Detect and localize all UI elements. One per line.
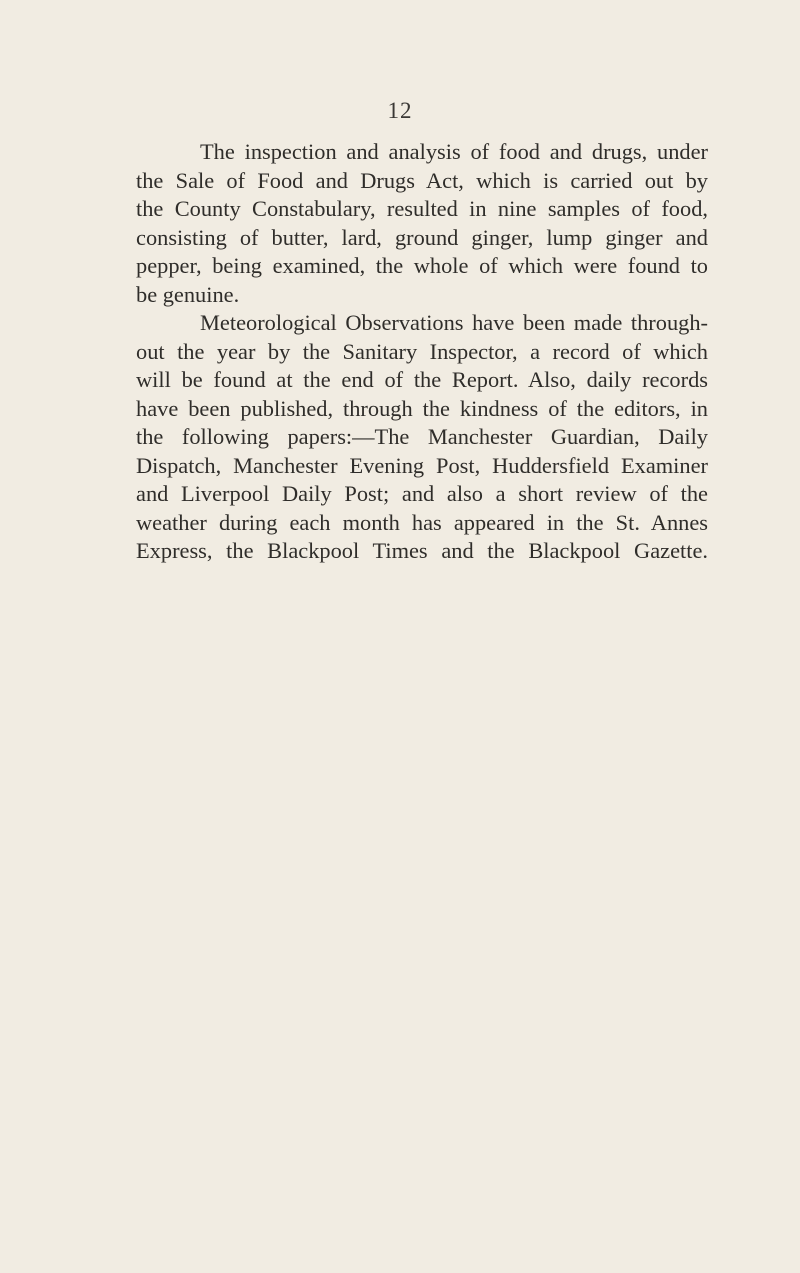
body-text: [136, 138, 708, 566]
text-line: out the year by the Sanitary Inspector, a record of which: [136, 338, 708, 364]
text-line: pepper, being examined, the whole of which were found to: [136, 253, 708, 278]
text-line: consisting of butter, lard, ground ginger, lump ginger and: [136, 224, 708, 250]
text-line: will be found at the end of the Report. Also, daily records: [136, 367, 708, 392]
text-line: Express, the Blackpool Times and the Blackpool Gazette.: [136, 538, 708, 563]
text-line: and Liverpool Daily Post; and also a short review of the: [136, 481, 708, 506]
text-line: the Sale of Food and Drugs Act, which is carried out by: [136, 167, 708, 193]
paragraph-food-drugs-inspection: [136, 138, 708, 309]
text-line: The inspection and analysis of food and drugs, under: [200, 139, 708, 164]
text-line: have been published, through the kindness of the editors, in: [136, 395, 708, 421]
text-line: Meteorological Observations have been made through-: [200, 310, 708, 335]
text-line: be genuine.: [136, 281, 240, 307]
text-line: Dispatch, Manchester Evening Post, Huddersfield Examiner: [136, 452, 708, 478]
text-line: the following papers:—The Manchester Guardian, Daily: [136, 424, 708, 449]
page-number: 12: [387, 98, 413, 123]
paragraph-meteorological-observations: [136, 309, 708, 566]
text-line: weather during each month has appeared in the St. Annes: [136, 509, 708, 535]
text-line: the County Constabulary, resulted in nine samples of food,: [136, 196, 708, 221]
